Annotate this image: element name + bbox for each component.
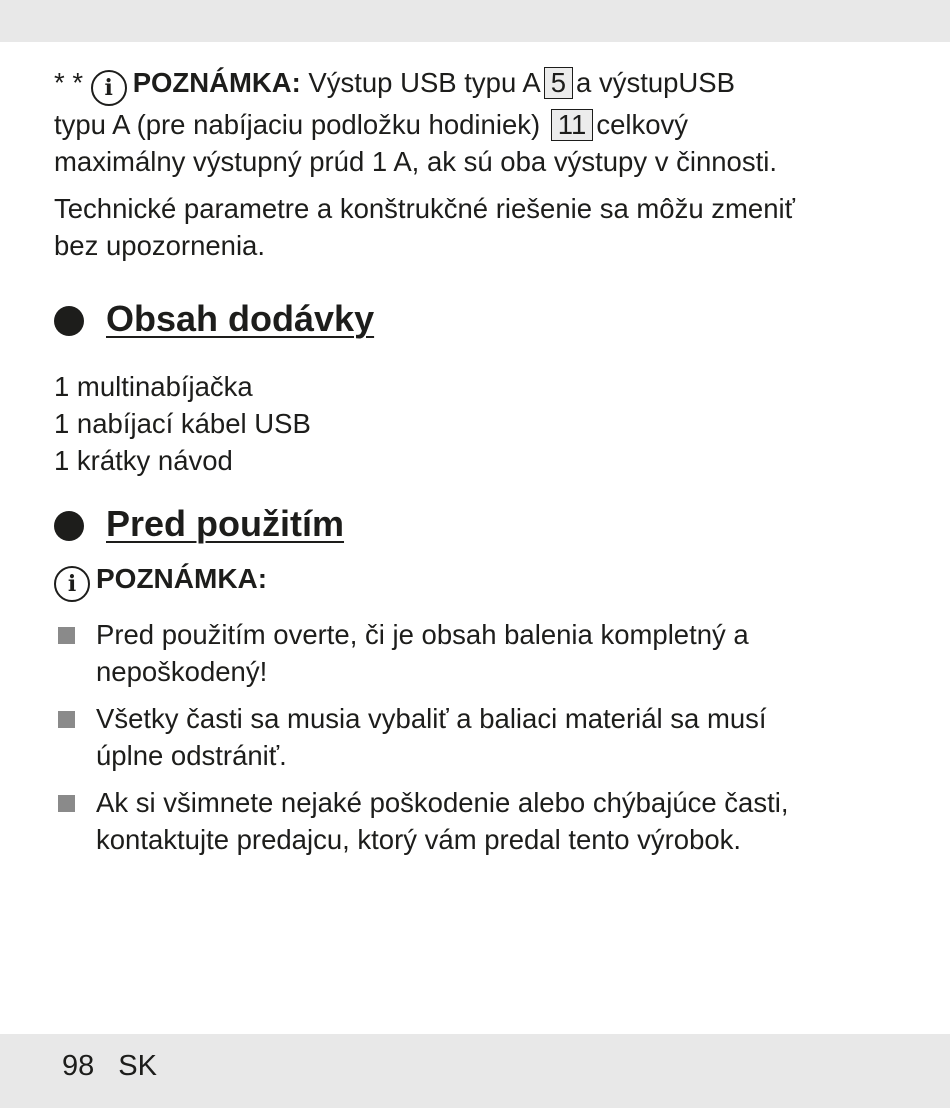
bullet-text-line: kontaktujte predajcu, ktorý vám predal tento výrobok. [96,824,742,855]
square-bullet-icon [58,711,75,728]
note-stars: * * [54,67,84,98]
list-item: 1 krátky návod [54,445,233,476]
list-item [54,616,894,690]
note-text-d: celkový [596,109,689,140]
page-content [54,64,894,868]
page-number: 98 [62,1050,95,1082]
square-bullet-icon [58,795,75,812]
bullet-dot-icon [54,511,84,541]
section-heading-contents [54,298,894,342]
note-text-c: typu A (pre nabíjaciu podložku hodiniek) [54,109,541,140]
before-use-list [54,616,894,858]
language-code: SK [118,1050,157,1082]
top-band [0,0,950,42]
note-text-e: maximálny výstupný prúd 1 A, ak sú oba výstupy v činnosti. [54,146,777,177]
bullet-dot-icon [54,306,84,336]
tech-note-line1: Technické parametre a konštrukčné riešenie sa môžu zmeniť [54,193,795,224]
tech-note-line2: bez upozornenia. [54,230,265,261]
note-text-a: Výstup USB typu A [308,67,541,98]
bullet-text-line: Všetky časti sa musia vybaliť a baliaci materiál sa musí [96,703,767,734]
bullet-text-line: úplne odstrániť. [96,740,287,771]
info-icon: i [91,70,127,106]
square-bullet-icon [58,627,75,644]
page-footer [62,1050,181,1083]
bullet-text-line: Ak si všimnete nejaké poškodenie alebo chýbajúce časti, [96,787,789,818]
reference-box-5: 5 [544,67,573,99]
info-icon: i [54,566,90,602]
note-label: POZNÁMKA: [132,67,301,98]
note-heading [54,563,894,602]
bullet-text-line: nepoškodený! [96,656,268,687]
contents-list [54,368,894,479]
list-item: 1 nabíjací kábel USB [54,408,311,439]
note-text-b: a výstupUSB [576,67,735,98]
section-heading-before-use [54,503,894,547]
list-item [54,700,894,774]
list-item: 1 multinabíjačka [54,371,253,402]
bullet-text-line: Pred použitím overte, či je obsah balenia kompletný a [96,619,749,650]
note-paragraph [54,64,894,180]
note-heading-label: POZNÁMKA: [96,563,268,594]
tech-note-paragraph [54,190,894,264]
section-title: Pred použitím [106,503,345,544]
section-title: Obsah dodávky [106,298,375,339]
list-item [54,784,894,858]
reference-box-11: 11 [551,109,594,141]
